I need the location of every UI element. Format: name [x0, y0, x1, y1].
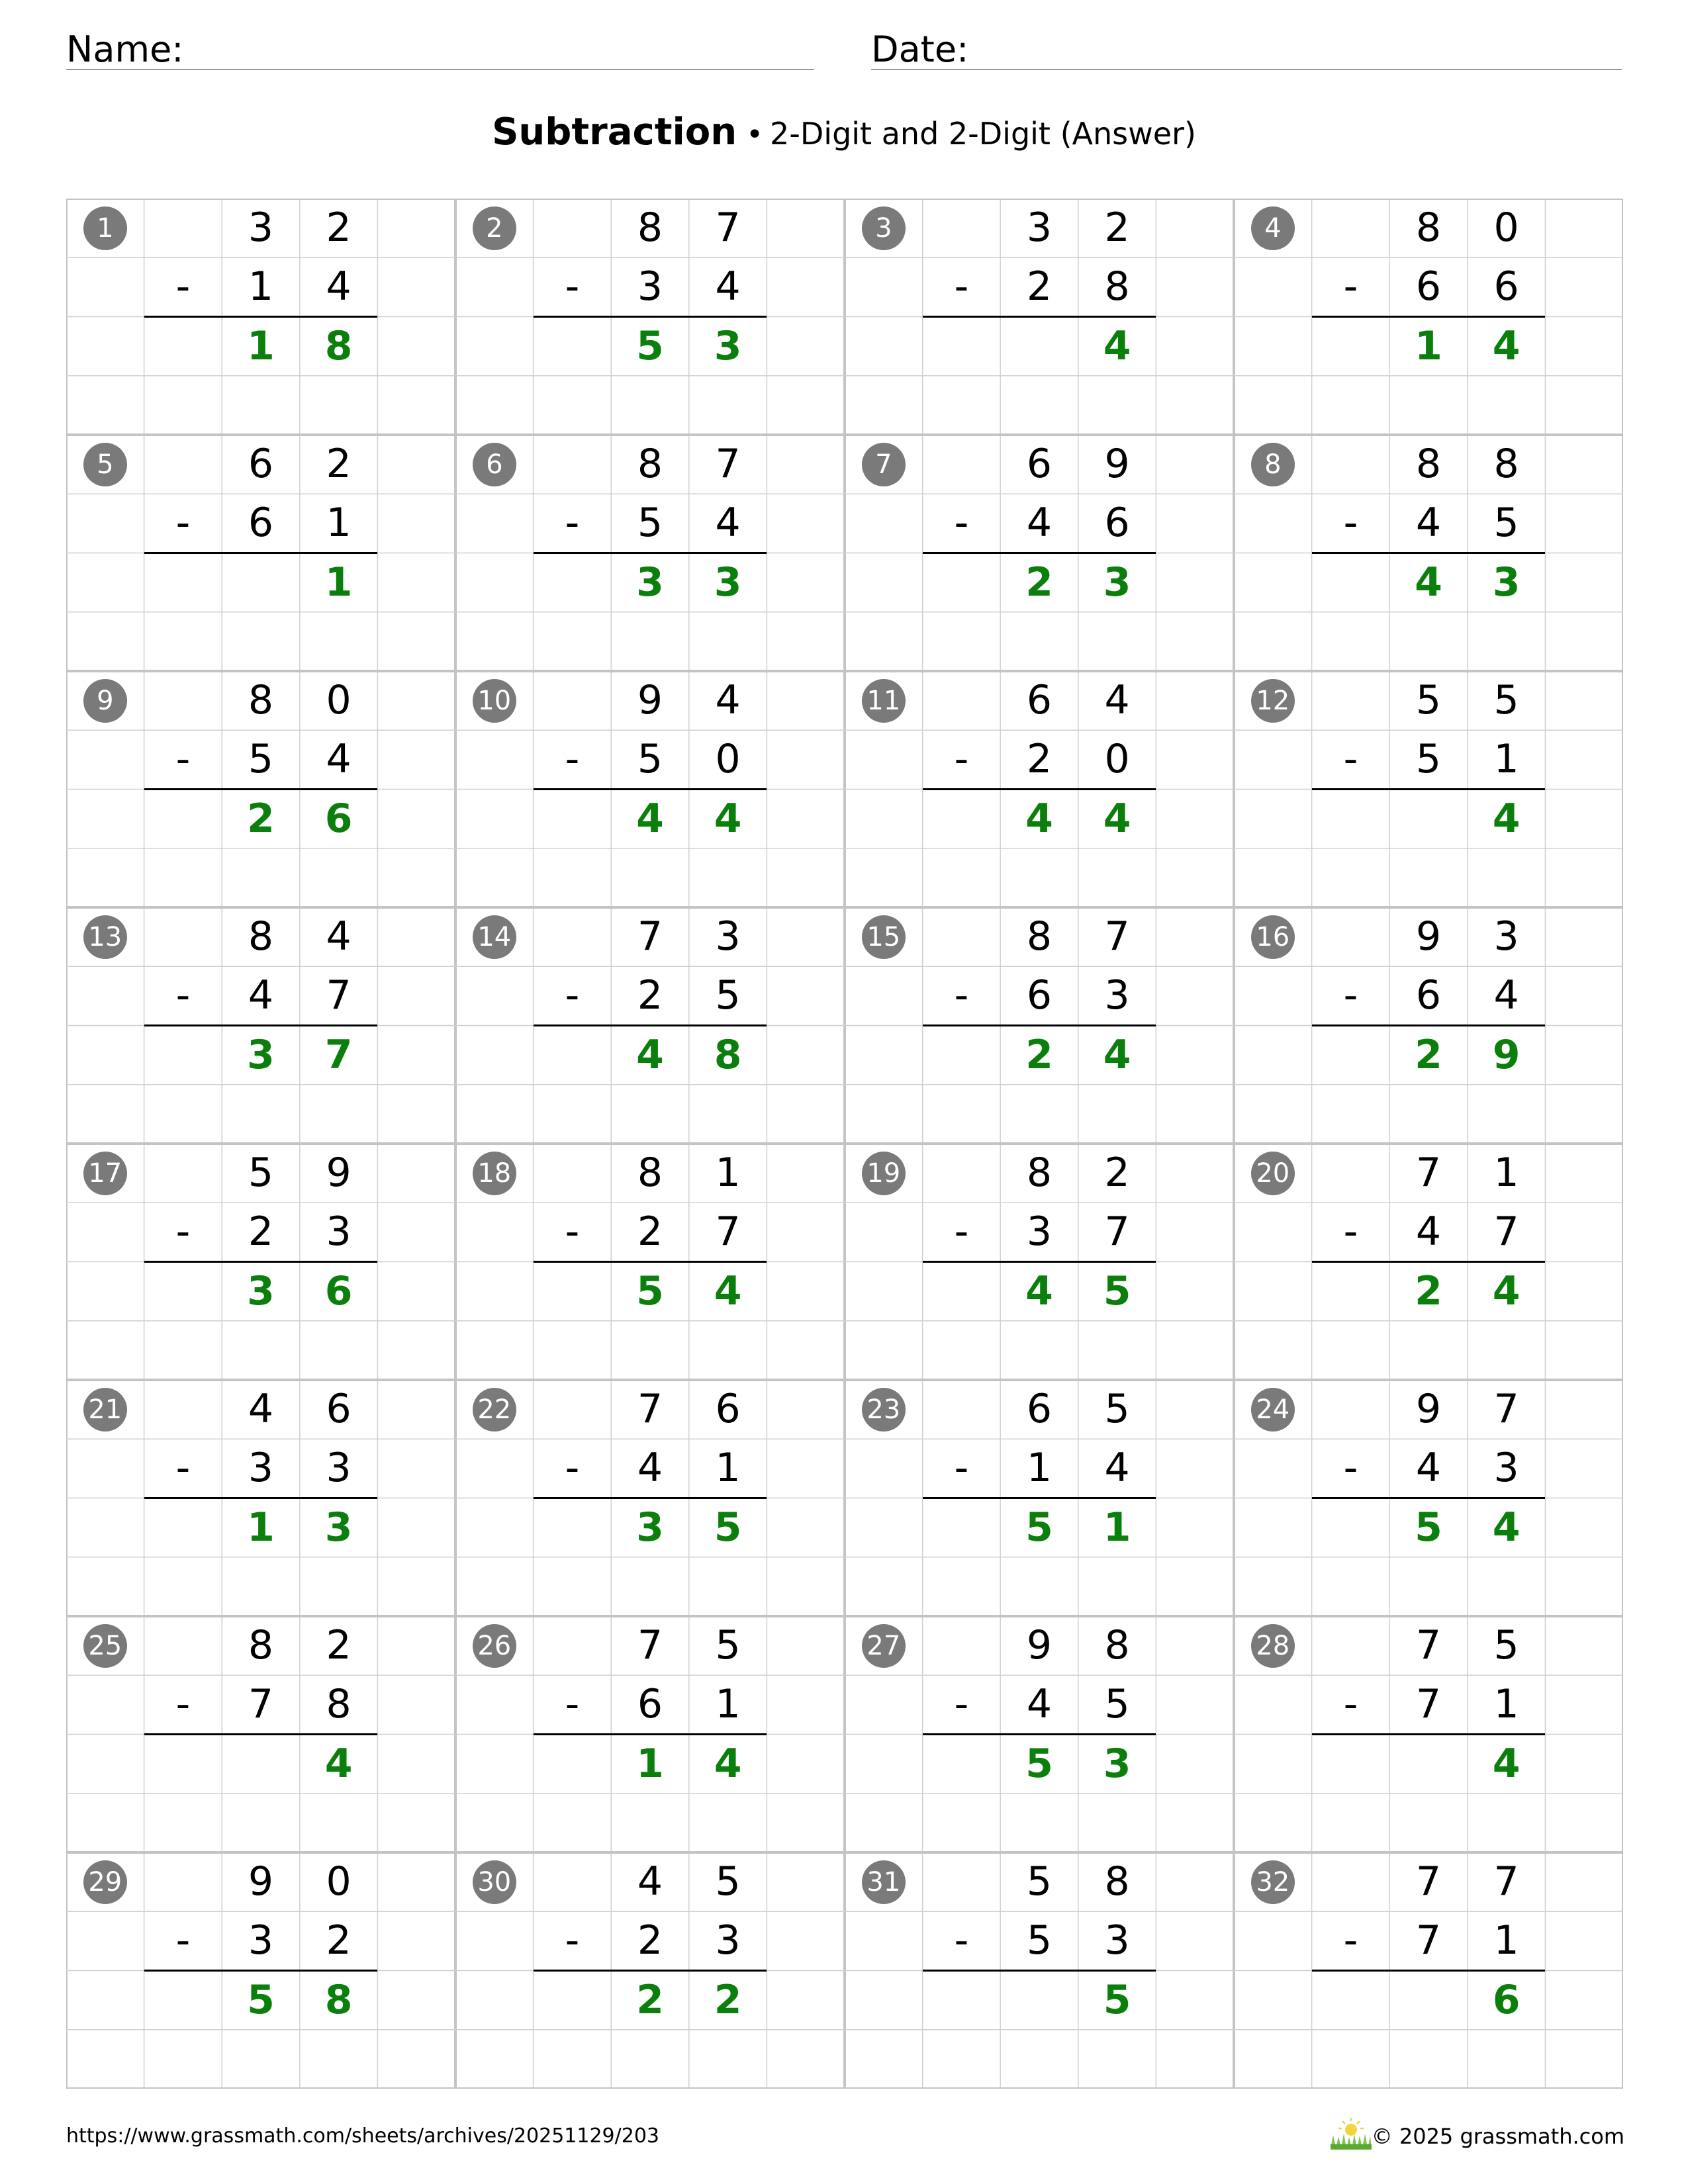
minus-operator: -: [954, 1917, 969, 1964]
minuend-digit: 3: [248, 205, 274, 251]
minus-operator: -: [565, 736, 580, 783]
minuend-digit: 8: [1415, 441, 1442, 487]
answer-digit: 3: [636, 559, 664, 606]
answer-digit: 5: [714, 1504, 742, 1551]
minus-operator: -: [1343, 1445, 1358, 1492]
minus-operator: -: [565, 972, 580, 1019]
minuend-digit: 5: [1415, 677, 1442, 723]
minus-operator: -: [175, 1917, 191, 1964]
problem-number-badge: 29: [83, 1860, 127, 1904]
answer-digit: 1: [636, 1740, 664, 1787]
minuend-digit: 5: [1493, 677, 1519, 723]
answer-digit: 5: [1103, 1976, 1131, 2023]
minuend-digit: 6: [1026, 441, 1053, 487]
subtrahend-digit: 7: [248, 1681, 274, 1728]
subtrahend-digit: 6: [1415, 263, 1442, 310]
subtrahend-digit: 3: [715, 1917, 741, 1964]
minuend-digit: 8: [1104, 1858, 1130, 1905]
problem-number-badge: 23: [862, 1388, 906, 1432]
minuend-digit: 4: [326, 913, 352, 960]
answer-digit: 3: [714, 322, 742, 369]
title-subtitle: 2-Digit and 2-Digit (Answer): [770, 116, 1196, 152]
minus-operator: -: [1343, 263, 1358, 310]
minuend-digit: 9: [1415, 913, 1442, 960]
name-field[interactable]: [66, 24, 814, 70]
answer-digit: 1: [247, 322, 275, 369]
minuend-digit: 2: [326, 1622, 352, 1668]
minuend-digit: 0: [326, 677, 352, 723]
answer-digit: 3: [247, 1267, 275, 1314]
problem-number-badge: 16: [1251, 915, 1295, 959]
minuend-digit: 5: [715, 1622, 741, 1668]
subtrahend-digit: 4: [715, 500, 741, 547]
title-main: Subtraction: [492, 111, 737, 154]
minuend-digit: 4: [1104, 677, 1130, 723]
subtrahend-digit: 6: [248, 500, 274, 547]
subtrahend-digit: 2: [248, 1208, 274, 1255]
minuend-digit: 8: [248, 913, 274, 960]
answer-digit: 3: [324, 1504, 353, 1551]
subtrahend-digit: 4: [1104, 1445, 1130, 1492]
subtrahend-digit: 5: [715, 972, 741, 1019]
subtrahend-digit: 3: [326, 1445, 352, 1492]
minuend-digit: 3: [1026, 205, 1053, 251]
answer-digit: 3: [1492, 559, 1521, 606]
subtrahend-digit: 3: [1104, 1917, 1130, 1964]
problem-number-badge: 11: [862, 679, 906, 723]
minuend-digit: 4: [248, 1386, 274, 1432]
subtrahend-digit: 5: [637, 500, 663, 547]
minuend-digit: 9: [1415, 1386, 1442, 1432]
minuend-digit: 3: [715, 913, 741, 960]
answer-digit: 4: [1103, 795, 1131, 842]
minuend-digit: 7: [715, 205, 741, 251]
subtrahend-digit: 7: [1415, 1681, 1442, 1728]
minuend-digit: 9: [326, 1150, 352, 1196]
subtrahend-digit: 5: [1493, 500, 1519, 547]
answer-digit: 8: [324, 322, 353, 369]
answer-digit: 5: [636, 322, 664, 369]
answer-digit: 5: [247, 1976, 275, 2023]
minus-operator: -: [954, 1208, 969, 1255]
answer-digit: 5: [636, 1267, 664, 1314]
minus-operator: -: [1343, 1681, 1358, 1728]
minuend-digit: 5: [248, 1150, 274, 1196]
subtrahend-digit: 7: [1415, 1917, 1442, 1964]
minuend-digit: 2: [1104, 1150, 1130, 1196]
minuend-digit: 7: [1104, 913, 1130, 960]
answer-digit: 4: [636, 795, 664, 842]
answer-digit: 4: [1492, 1504, 1521, 1551]
footer-url[interactable]: https://www.grassmath.com/sheets/archives/20251129/203: [66, 2124, 660, 2148]
minuend-digit: 2: [326, 205, 352, 251]
subtrahend-digit: 0: [1104, 736, 1130, 783]
subtrahend-digit: 1: [1493, 1917, 1519, 1964]
minus-operator: -: [175, 500, 191, 547]
minus-operator: -: [1343, 1917, 1358, 1964]
problem-number-badge: 5: [83, 443, 127, 486]
subtrahend-digit: 1: [248, 263, 274, 310]
answer-digit: 1: [247, 1504, 275, 1551]
minus-operator: -: [1343, 500, 1358, 547]
answer-digit: 1: [324, 559, 353, 606]
subtrahend-digit: 3: [637, 263, 663, 310]
problem-number-badge: 30: [473, 1860, 516, 1904]
subtrahend-digit: 1: [1493, 1681, 1519, 1728]
problem-number-badge: 21: [83, 1388, 127, 1432]
title-separator: •: [746, 118, 764, 152]
answer-digit: 4: [714, 1740, 742, 1787]
minus-operator: -: [175, 263, 191, 310]
problem-number-badge: 2: [473, 206, 516, 250]
minuend-digit: 7: [1415, 1858, 1442, 1905]
minus-operator: -: [954, 972, 969, 1019]
minus-operator: -: [954, 1681, 969, 1728]
subtrahend-digit: 3: [1026, 1208, 1053, 1255]
minus-operator: -: [954, 1445, 969, 1492]
problem-number-badge: 22: [473, 1388, 516, 1432]
minuend-digit: 8: [248, 1622, 274, 1668]
minuend-digit: 7: [1493, 1386, 1519, 1432]
minuend-digit: 6: [248, 441, 274, 487]
minuend-digit: 7: [637, 1622, 663, 1668]
minus-operator: -: [1343, 736, 1358, 783]
subtrahend-digit: 2: [1026, 263, 1053, 310]
minuend-digit: 9: [1104, 441, 1130, 487]
minus-operator: -: [175, 1681, 191, 1728]
subtrahend-digit: 2: [1026, 736, 1053, 783]
answer-digit: 4: [1103, 1031, 1131, 1078]
minuend-digit: 6: [1026, 1386, 1053, 1432]
problem-number-badge: 13: [83, 915, 127, 959]
minuend-digit: 5: [1104, 1386, 1130, 1432]
subtrahend-digit: 6: [1415, 972, 1442, 1019]
subtrahend-digit: 7: [715, 1208, 741, 1255]
problem-number-badge: 26: [473, 1624, 516, 1668]
subtrahend-digit: 4: [1415, 1208, 1442, 1255]
subtrahend-digit: 1: [715, 1681, 741, 1728]
minuend-digit: 7: [637, 913, 663, 960]
answer-digit: 3: [714, 559, 742, 606]
minuend-digit: 9: [248, 1858, 274, 1905]
subtrahend-digit: 4: [1026, 500, 1053, 547]
problem-number-badge: 6: [473, 443, 516, 486]
problem-number-badge: 9: [83, 679, 127, 723]
footer-copyright: © 2025 grassmath.com: [1371, 2124, 1624, 2149]
problem-number-badge: 17: [83, 1152, 127, 1195]
date-field[interactable]: [871, 24, 1622, 70]
problem-number-badge: 19: [862, 1152, 906, 1195]
minuend-digit: 7: [1415, 1622, 1442, 1668]
subtrahend-digit: 8: [1104, 263, 1130, 310]
minuend-digit: 8: [637, 441, 663, 487]
problem-number-badge: 20: [1251, 1152, 1295, 1195]
subtrahend-digit: 3: [248, 1917, 274, 1964]
problem-number-badge: 32: [1251, 1860, 1295, 1904]
subtrahend-digit: 4: [715, 263, 741, 310]
subtrahend-digit: 1: [1493, 736, 1519, 783]
problem-number-badge: 15: [862, 915, 906, 959]
problem-number-badge: 10: [473, 679, 516, 723]
minuend-digit: 5: [1493, 1622, 1519, 1668]
minus-operator: -: [565, 1681, 580, 1728]
subtrahend-digit: 1: [1026, 1445, 1053, 1492]
problem-number-badge: 12: [1251, 679, 1295, 723]
subtrahend-digit: 5: [248, 736, 274, 783]
answer-digit: 3: [636, 1504, 664, 1551]
minus-operator: -: [565, 1445, 580, 1492]
minuend-digit: 7: [1415, 1150, 1442, 1196]
subtrahend-digit: 3: [248, 1445, 274, 1492]
problem-number-badge: 3: [862, 206, 906, 250]
answer-digit: 3: [247, 1031, 275, 1078]
subtrahend-digit: 0: [715, 736, 741, 783]
minuend-digit: 6: [715, 1386, 741, 1432]
subtrahend-digit: 4: [1493, 972, 1519, 1019]
grass-sun-logo-icon: [1329, 2115, 1373, 2150]
subtrahend-digit: 3: [326, 1208, 352, 1255]
minuend-digit: 3: [1493, 913, 1519, 960]
subtrahend-digit: 6: [1493, 263, 1519, 310]
subtrahend-digit: 6: [1026, 972, 1053, 1019]
subtrahend-digit: 1: [326, 500, 352, 547]
answer-digit: 4: [324, 1740, 353, 1787]
answer-digit: 4: [636, 1031, 664, 1078]
answer-digit: 2: [1415, 1031, 1442, 1078]
minuend-digit: 9: [1026, 1622, 1053, 1668]
minus-operator: -: [1343, 972, 1358, 1019]
subtrahend-digit: 4: [637, 1445, 663, 1492]
answer-digit: 2: [1025, 1031, 1053, 1078]
problem-grid: [66, 199, 1623, 2089]
subtrahend-digit: 2: [326, 1917, 352, 1964]
problem-number-badge: 1: [83, 206, 127, 250]
answer-digit: 5: [1103, 1267, 1131, 1314]
subtrahend-digit: 3: [1104, 972, 1130, 1019]
problem-number-badge: 27: [862, 1624, 906, 1668]
minuend-digit: 2: [326, 441, 352, 487]
minuend-digit: 8: [248, 677, 274, 723]
minuend-digit: 8: [637, 205, 663, 251]
minus-operator: -: [175, 736, 191, 783]
minus-operator: -: [175, 1445, 191, 1492]
minuend-digit: 0: [326, 1858, 352, 1905]
answer-digit: 4: [1415, 559, 1442, 606]
minuend-digit: 9: [637, 677, 663, 723]
answer-digit: 4: [1025, 795, 1053, 842]
answer-digit: 8: [714, 1031, 742, 1078]
problem-number-badge: 18: [473, 1152, 516, 1195]
answer-digit: 6: [324, 795, 353, 842]
subtrahend-digit: 6: [637, 1681, 663, 1728]
answer-digit: 1: [1415, 322, 1442, 369]
minuend-digit: 8: [1026, 913, 1053, 960]
subtrahend-digit: 4: [1415, 1445, 1442, 1492]
answer-digit: 2: [636, 1976, 664, 2023]
minuend-digit: 8: [1415, 205, 1442, 251]
minuend-digit: 5: [715, 1858, 741, 1905]
minuend-digit: 8: [637, 1150, 663, 1196]
answer-digit: 6: [1492, 1976, 1521, 2023]
minuend-digit: 8: [1104, 1622, 1130, 1668]
problem-number-badge: 31: [862, 1860, 906, 1904]
minus-operator: -: [565, 263, 580, 310]
minuend-digit: 2: [1104, 205, 1130, 251]
subtrahend-digit: 5: [1026, 1917, 1053, 1964]
answer-digit: 2: [1415, 1267, 1442, 1314]
minuend-digit: 6: [326, 1386, 352, 1432]
answer-digit: 5: [1025, 1740, 1053, 1787]
minus-operator: -: [565, 1917, 580, 1964]
minuend-digit: 5: [1026, 1858, 1053, 1905]
subtrahend-digit: 3: [1493, 1445, 1519, 1492]
minuend-digit: 4: [637, 1858, 663, 1905]
problem-number-badge: 25: [83, 1624, 127, 1668]
answer-digit: 3: [1103, 559, 1131, 606]
subtrahend-digit: 4: [1026, 1681, 1053, 1728]
subtrahend-digit: 5: [637, 736, 663, 783]
minuend-digit: 7: [637, 1386, 663, 1432]
minus-operator: -: [1343, 1208, 1358, 1255]
minuend-digit: 6: [1026, 677, 1053, 723]
minuend-digit: 1: [715, 1150, 741, 1196]
subtrahend-digit: 7: [1493, 1208, 1519, 1255]
answer-digit: 1: [1103, 1504, 1131, 1551]
minuend-digit: 8: [1493, 441, 1519, 487]
answer-digit: 3: [1103, 1740, 1131, 1787]
subtrahend-digit: 7: [326, 972, 352, 1019]
problem-number-badge: 4: [1251, 206, 1295, 250]
answer-digit: 2: [714, 1976, 742, 2023]
minus-operator: -: [175, 972, 191, 1019]
answer-digit: 4: [1025, 1267, 1053, 1314]
name-label: Name:: [66, 28, 184, 70]
answer-digit: 9: [1492, 1031, 1521, 1078]
subtrahend-digit: 2: [637, 972, 663, 1019]
minuend-digit: 7: [715, 441, 741, 487]
subtrahend-digit: 1: [715, 1445, 741, 1492]
answer-digit: 4: [1492, 795, 1521, 842]
answer-digit: 4: [1492, 322, 1521, 369]
minuend-digit: 1: [1493, 1150, 1519, 1196]
subtrahend-digit: 7: [1104, 1208, 1130, 1255]
minus-operator: -: [954, 263, 969, 310]
answer-digit: 2: [247, 795, 275, 842]
answer-digit: 4: [1103, 322, 1131, 369]
minuend-digit: 4: [715, 677, 741, 723]
answer-digit: 4: [714, 795, 742, 842]
answer-digit: 7: [324, 1031, 353, 1078]
subtrahend-digit: 5: [1104, 1681, 1130, 1728]
subtrahend-digit: 4: [326, 736, 352, 783]
problem-number-badge: 14: [473, 915, 516, 959]
subtrahend-digit: 8: [326, 1681, 352, 1728]
subtrahend-digit: 5: [1415, 736, 1442, 783]
minus-operator: -: [954, 736, 969, 783]
answer-digit: 4: [714, 1267, 742, 1314]
answer-digit: 8: [324, 1976, 353, 2023]
minus-operator: -: [565, 1208, 580, 1255]
answer-digit: 4: [1492, 1267, 1521, 1314]
subtrahend-digit: 4: [248, 972, 274, 1019]
minus-operator: -: [954, 500, 969, 547]
problem-number-badge: 28: [1251, 1624, 1295, 1668]
subtrahend-digit: 4: [326, 263, 352, 310]
minus-operator: -: [175, 1208, 191, 1255]
answer-digit: 5: [1025, 1504, 1053, 1551]
problem-number-badge: 24: [1251, 1388, 1295, 1432]
minuend-digit: 8: [1026, 1150, 1053, 1196]
minus-operator: -: [565, 500, 580, 547]
problem-number-badge: 7: [862, 443, 906, 486]
worksheet-title: [0, 106, 1688, 167]
problem-number-badge: 8: [1251, 443, 1295, 486]
minuend-digit: 0: [1493, 205, 1519, 251]
answer-digit: 4: [1492, 1740, 1521, 1787]
subtrahend-digit: 2: [637, 1208, 663, 1255]
answer-digit: 5: [1415, 1504, 1442, 1551]
minuend-digit: 7: [1493, 1858, 1519, 1905]
date-label: Date:: [871, 28, 969, 70]
answer-digit: 2: [1025, 559, 1053, 606]
subtrahend-digit: 4: [1415, 500, 1442, 547]
subtrahend-digit: 6: [1104, 500, 1130, 547]
subtrahend-digit: 2: [637, 1917, 663, 1964]
answer-digit: 6: [324, 1267, 353, 1314]
